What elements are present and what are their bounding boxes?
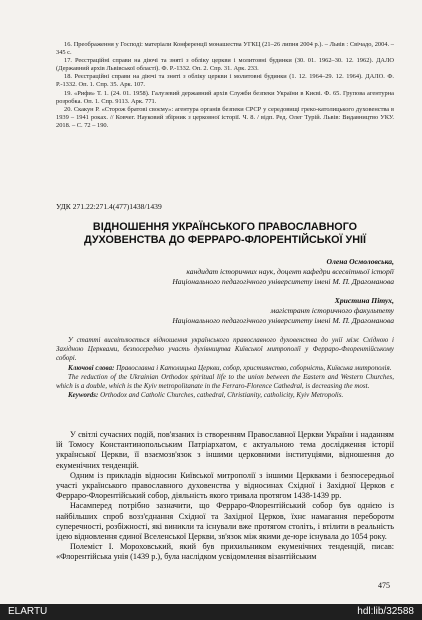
reference-list [56, 41, 394, 130]
article-body [56, 430, 394, 563]
author-block-2 [54, 296, 394, 326]
body-paragraph: У світлі сучасних подій, пов'язаних із створенням Православної Церкви України і наданням їй Томосу Константинопольським Патріархатом, є актуальною тема дослідження історії української Церкви, її взаємозв'язок з іншими церковними інституціями, відношення до екуменічних тенденцій. [56, 430, 394, 470]
page-number: 475 [378, 581, 390, 590]
author-block-1 [54, 257, 394, 287]
reference-item: 19. «Рифи» Т. 1. (24. 01. 1958). Галузевий державний архів Служби безпеки України в Києві. Ф. 65. Групова агентурна розробка. Оп. 1. Спр. 9113. Арк. 771. [56, 89, 394, 105]
article-title: ВІДНОШЕННЯ УКРАЇНСЬКОГО ПРАВОСЛАВНОГО ДУХОВЕНСТВА ДО ФЕРРАРО-ФЛОРЕНТІЙСЬКОЇ УНІЇ [84, 221, 366, 246]
reference-item: 20. Скакун Р. «Сторож братові своєму»: агентура органів безпеки СРСР у середовищі греко-католицького духовенства в 1939 – 1941 роках. // Ковчег. Науковий збірник з церковної історії. Ч. 8. / відп. Ред. Олег Турій. Львів: Видавництво УКУ. 2018. – С. 72 – 190. [56, 105, 394, 129]
handle-link[interactable]: hdl:lib/32588 [357, 606, 414, 617]
keywords-text: Orthodox and Catholic Churches, cathedral, Christianity, catholicity, Kyiv Metropolis. [98, 391, 344, 400]
author-affiliation: магістрант історичного факультету [270, 306, 394, 315]
keywords-label: Keywords: [68, 391, 99, 400]
author-affiliation: Національного педагогічного університету імені М. П. Драгоманова [172, 316, 394, 325]
author-name: Христина Пітух, [334, 296, 394, 305]
body-paragraph: Насамперед потрібно зазначити, що Ферраро-Флорентійський собор був однією із найбільших спроб возз'єднання Східної та Західної Церков, їхнє намагання переборотм суперечності, розбіжності, які виникли та існували вже протягом століть, і втілити в реальність ідею відновлення єдиної Вселенської Церкви, зв'язок між якими де-юре існувала до 1054 року. [56, 501, 394, 542]
reference-item: 17. Реєстраційні справи на діючі та зняті з обліку церкви і молитовні будинки (30. 01. 1962–30. 12. 1962). ДАЛО (Державний архів Львівської області). Ф. Р.-1332. Оп. 2. Спр. 31. Арк. 233. [56, 57, 394, 73]
abstract-ua: У статті висвітлюється відношення українського православного духовенства до унії між Східною і Західною Церквами, безпосередню участь духівництва Київської митрополії у Ферраро-Флорентійському соборі. [56, 336, 394, 363]
udk-code: УДК 271.22:271.4(477)1438/1439 [56, 202, 162, 211]
reference-item: 18. Реєстраційні справи на діючі та зняті з обліку церкви і молитовні будинки (1. 12. 1964–29. 12. 1964). ДАЛО. Ф. Р.-1332. Оп. 1. Спр. 35. Арк. 107. [56, 73, 394, 89]
abstract [56, 336, 394, 400]
keywords-ua [56, 364, 394, 373]
abstract-en: The reduction of the Ukrainian Orthodox spiritual life to the union between the Eastern and Western Churches, which is a double, which is the Kyiv metropolitanate in the Ferraro-Florence Cathedral, is decreasing the most. [56, 372, 394, 391]
keywords-label: Ключові слова: [68, 363, 115, 372]
reference-item: 16. Преображення у Господі: матеріали Конференції монашества УГКЦ (21–26 липня 2004 р.). – Львів : Свічадо, 2004. – 345 с. [56, 41, 394, 57]
body-paragraph: Одним із прикладів відносин Київської митрополії з іншими Церквами і безпосередньої участі українського православного духовенства у відносинах Східної і Західної Церков є Ферраро-Флорентійський собор, діяльність якого тривала протягом 1438-1439 рр. [56, 470, 394, 501]
author-affiliation: кандидат історичних наук, доцент кафедри всесвітньої історії [186, 267, 394, 276]
keywords-text: Православна і Католицька Церкви, собор, християнство, соборність, Київська митрополія. [114, 363, 392, 372]
body-paragraph: Полеміст І. Мороховський, який був прихильником екуменічних тенденцій, писав: «Флорентійська унія (1439 р.), була наслідком усвідомлення візантійським [56, 542, 394, 562]
author-affiliation: Національного педагогічного університету імені М. П. Драгоманова [172, 277, 394, 286]
keywords-en [56, 391, 394, 400]
repository-name: ELARTU [8, 606, 48, 617]
repository-footer-bar [0, 604, 422, 620]
author-name: Олена Осмоловська, [326, 257, 394, 266]
